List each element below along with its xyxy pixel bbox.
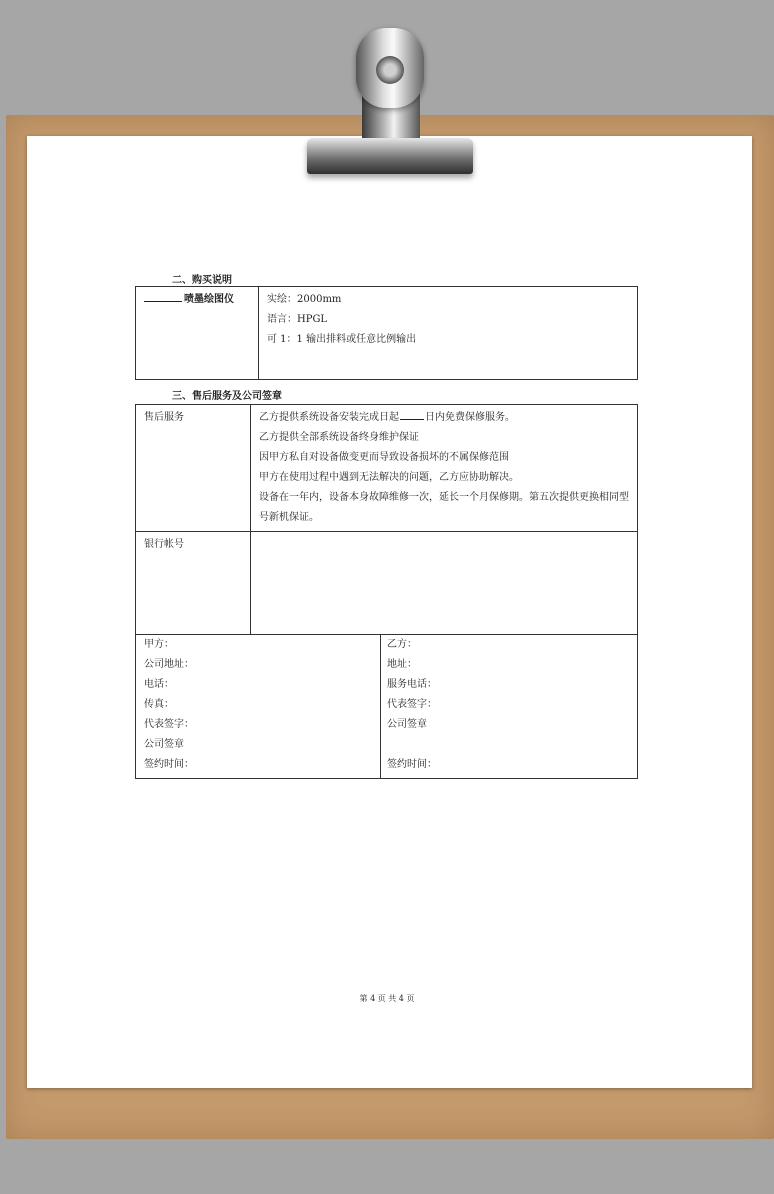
party-a-line: 代表签字：: [144, 719, 194, 730]
party-b-line: [387, 735, 631, 755]
party-b-line: 乙方：: [387, 639, 417, 650]
spec-line: 可 1：1 输出排料或任意比例输出: [267, 334, 417, 345]
bank-value-cell: [251, 532, 638, 635]
party-b-cell: [381, 635, 638, 779]
service-label: 售后服务: [144, 412, 184, 423]
service-line: 因甲方私自对设备做变更而导致设备损坏的不属保修范围: [259, 452, 509, 463]
service-line: 乙方提供全部系统设备终身维护保证: [259, 432, 419, 443]
party-a-line: 甲方：: [144, 639, 174, 650]
signature-table: [135, 634, 638, 779]
section-title-service: 三、售后服务及公司签章: [172, 391, 282, 402]
service-line: 号新机保证。: [259, 512, 319, 523]
service-table: [135, 404, 638, 635]
product-cell: [136, 287, 259, 380]
party-a-line: 签约时间：: [144, 759, 194, 770]
service-line: 设备在一年内，设备本身故障维修一次，延长一个月保修期。第五次提供更换相同型: [259, 492, 629, 503]
party-a-line: 公司地址：: [144, 659, 194, 670]
party-a-cell: [136, 635, 381, 779]
spec-line: 语言：HPGL: [267, 314, 328, 325]
bank-label-cell: [136, 532, 251, 635]
party-b-line: 公司签章: [387, 719, 427, 730]
product-name: 喷墨绘图仪: [184, 294, 234, 305]
product-blank: [144, 292, 182, 302]
bank-label: 银行帐号: [144, 539, 184, 550]
party-b-line: 签约时间：: [387, 759, 437, 770]
party-a-line: 公司签章: [144, 739, 184, 750]
service-label-cell: [136, 405, 251, 532]
purchase-table: [135, 286, 638, 380]
party-b-line: 代表签字：: [387, 699, 437, 710]
section-title-purchase: 二、购买说明: [172, 275, 232, 286]
spec-line: 实绘：2000mm: [267, 294, 342, 305]
party-b-line: 服务电话：: [387, 679, 437, 690]
party-b-line: 地址：: [387, 659, 417, 670]
page-footer: 第 4 页 共 4 页: [359, 994, 415, 1003]
spec-cell: [259, 287, 638, 380]
party-a-line: 电话：: [144, 679, 174, 690]
service-line: 乙方提供系统设备安装完成日起 日内免费保修服务。: [259, 412, 515, 423]
party-a-line: 传真：: [144, 699, 174, 710]
service-content-cell: [251, 405, 638, 532]
service-line: 甲方在使用过程中遇到无法解决的问题，乙方应协助解决。: [259, 472, 519, 483]
